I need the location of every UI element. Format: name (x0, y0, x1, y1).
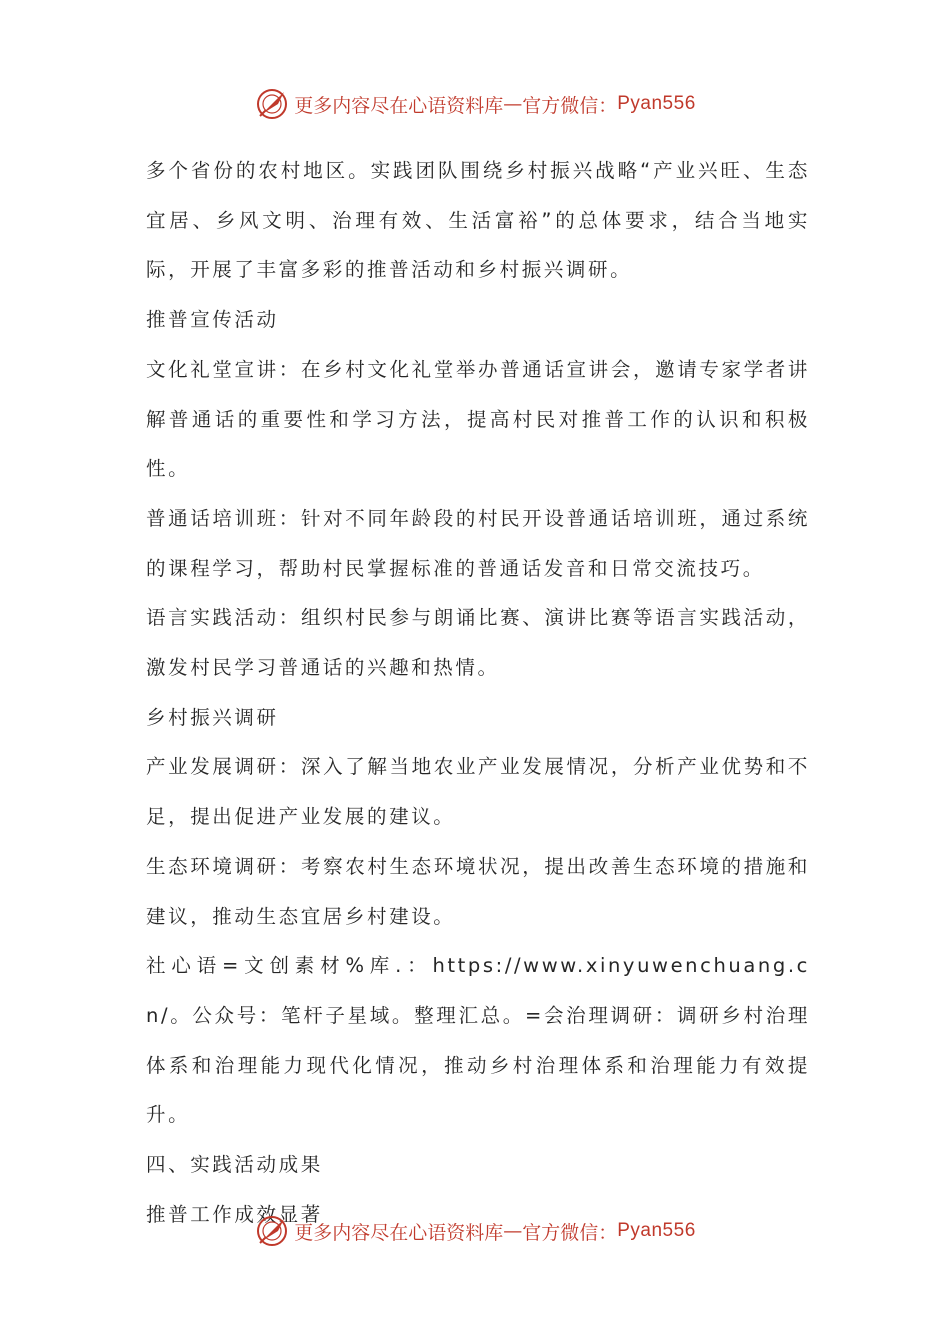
paragraph-language-practice: 语言实践活动：组织村民参与朗诵比赛、演讲比赛等语言实践活动，激发村民学习普通话的兴趣和热情。 (146, 606, 810, 680)
watermark-separator: — (503, 93, 523, 115)
paragraph-culture-hall: 文化礼堂宣讲：在乡村文化礼堂举办普通话宣讲会，邀请专家学者讲解普通话的重要性和学习方法，提高村民对推普工作的认识和积极性。 (146, 357, 810, 481)
heading-promotion-results: 推普工作成效显著 (146, 1202, 323, 1226)
watermark-text: 更多内容尽在心语资料库 (294, 1221, 504, 1244)
paragraph-training: 普通话培训班：针对不同年龄段的村民开设普通话培训班，通过系统的课程学习，帮助村民掌握标准的普通话发音和日常交流技巧。 (146, 506, 810, 580)
watermark-wechat-label: 官方微信： (522, 94, 618, 117)
watermark-wechat-id: Pyan556 (617, 93, 696, 114)
paragraph-industry-research: 产业发展调研：深入了解当地农业产业发展情况，分析产业优势和不足，提出促进产业发展的建议。 (146, 755, 810, 829)
watermark-text: 更多内容尽在心语资料库 (294, 94, 504, 117)
header-watermark (0, 84, 950, 124)
watermark-wechat-id: Pyan556 (617, 1220, 696, 1241)
heading-results: 四、实践活动成果 (146, 1153, 323, 1177)
quill-logo-icon (254, 1213, 290, 1249)
paragraph-intro: 多个省份的农村地区。实践团队围绕乡村振兴战略“产业兴旺、生态宜居、乡风文明、治理有效、生活富裕”的总体要求，结合当地实际，开展了丰富多彩的推普活动和乡村振兴调研。 (146, 159, 810, 282)
watermark-wechat-label: 官方微信： (522, 1221, 618, 1244)
heading-rural-research: 乡村振兴调研 (146, 705, 279, 729)
document-body (146, 146, 810, 1239)
footer-watermark (0, 1211, 950, 1251)
quill-logo-icon (254, 86, 290, 122)
paragraph-governance-research: 社心语=文创素材%库.：https://www.xinyuwenchuang.cn/。公众号：笔杆子星域。整理汇总。=会治理调研：调研乡村治理体系和治理能力现代化情况，推动乡村治理体系和治理能力有效提升。 (146, 954, 810, 1127)
watermark-separator: — (503, 1220, 523, 1242)
paragraph-ecology-research: 生态环境调研：考察农村生态环境状况，提出改善生态环境的措施和建议，推动生态宜居乡村建设。 (146, 854, 810, 928)
heading-publicity: 推普宣传活动 (146, 308, 279, 332)
